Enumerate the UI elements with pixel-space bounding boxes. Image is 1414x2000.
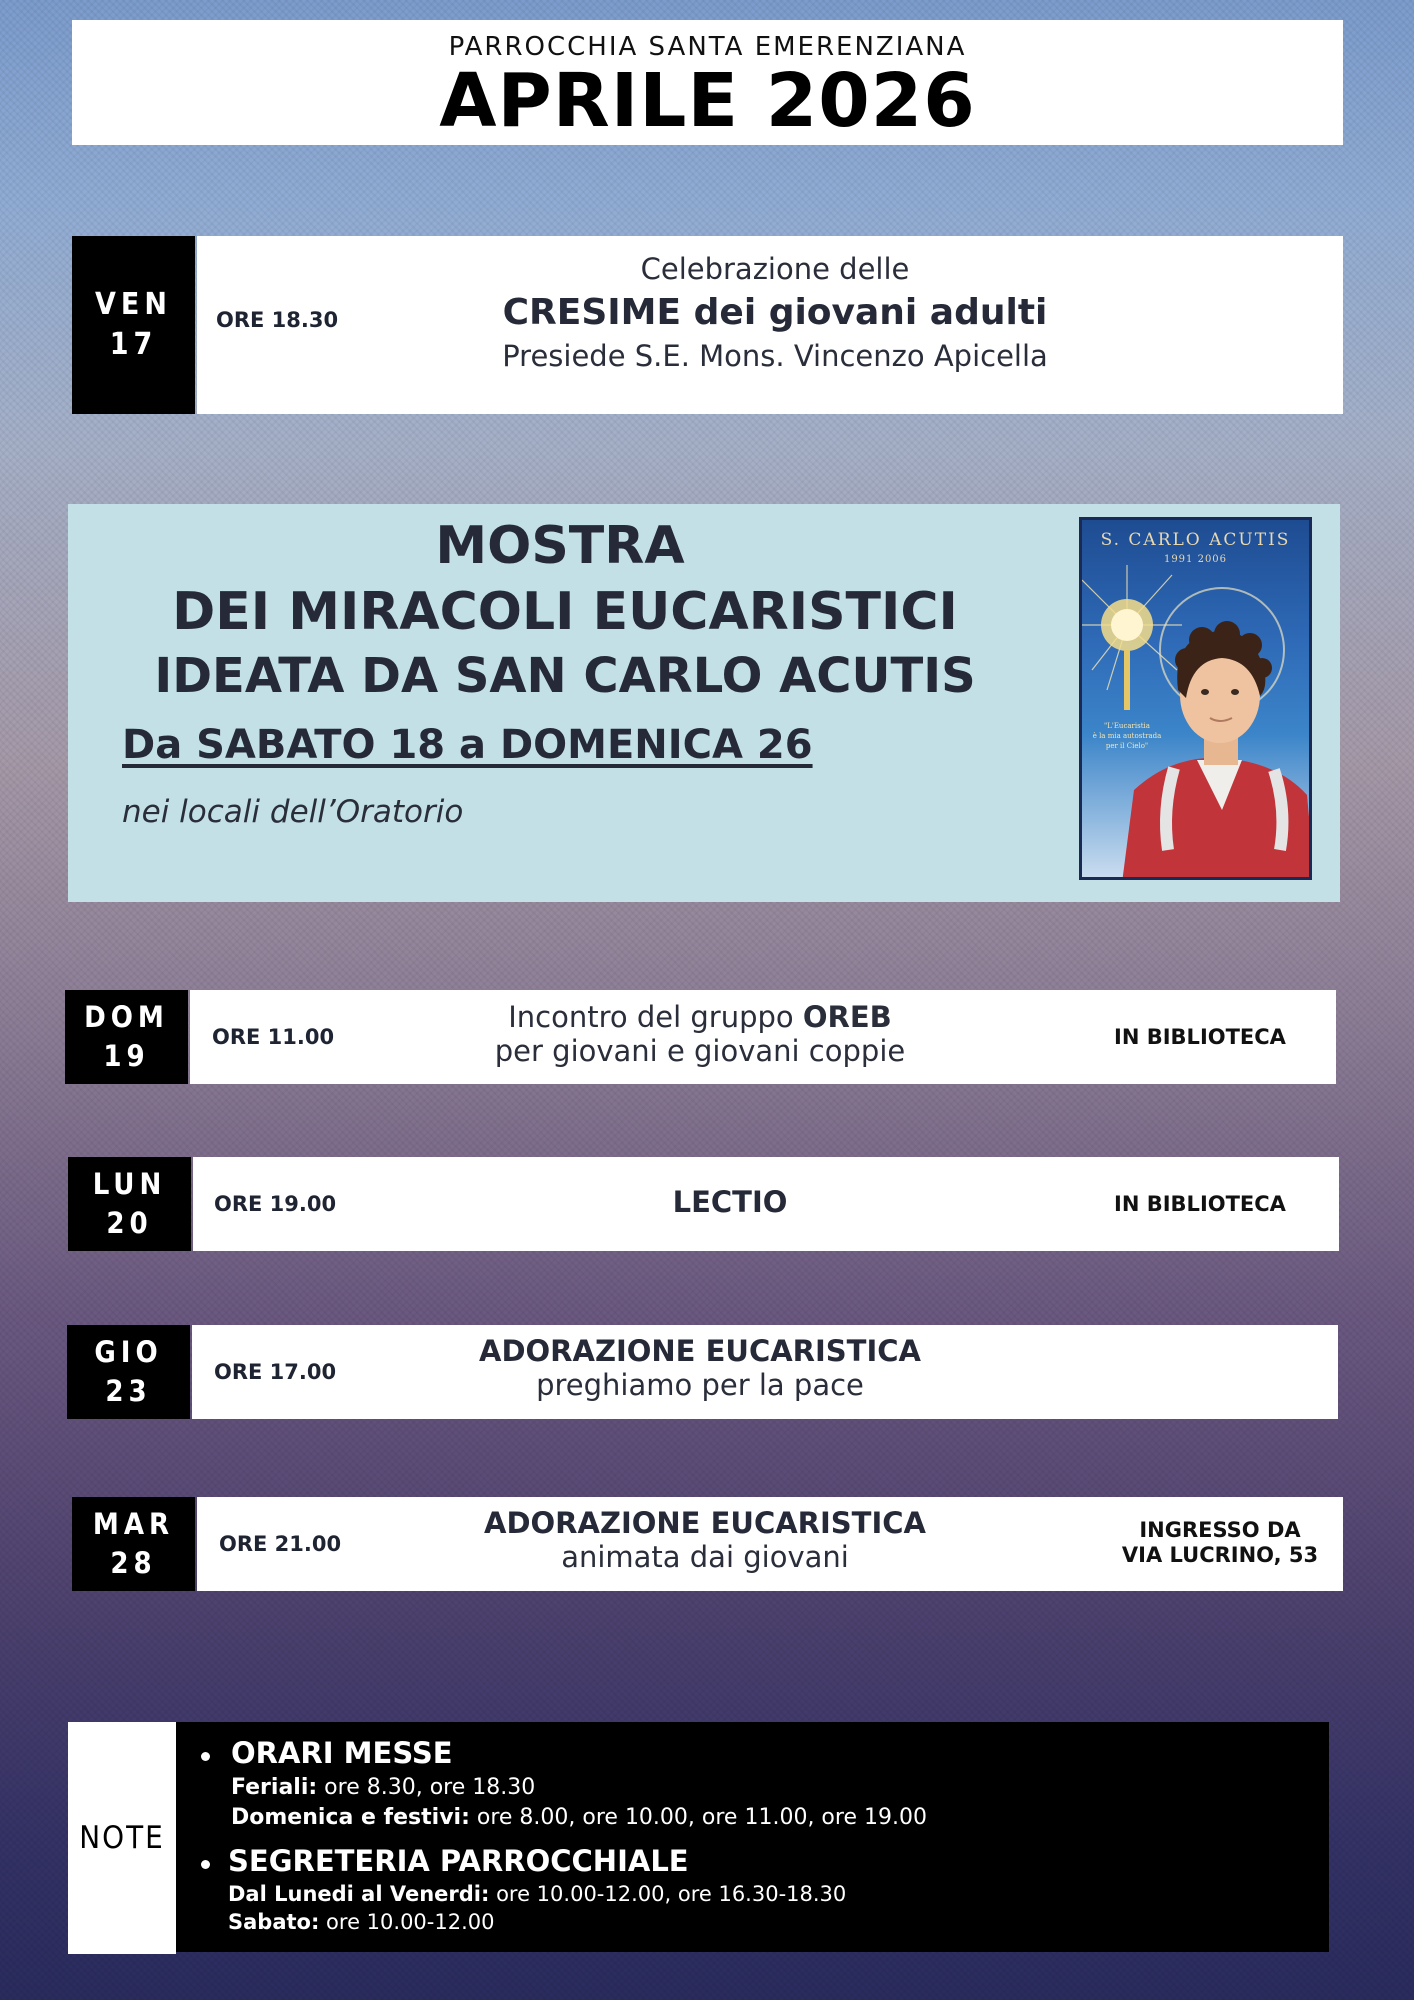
weekday-masses [231,1775,535,1800]
weekday: MAR [92,1506,175,1541]
event-title: LECTIO [672,1185,788,1219]
poster-title: S. CARLO ACUTIS [1100,530,1291,550]
event-location: IN BIBLIOTECA [1114,1025,1286,1049]
event-subtitle: animata dai giovani [561,1540,849,1574]
event-location: IN BIBLIOTECA [1114,1192,1286,1216]
event-time: ORE 19.00 [214,1192,337,1216]
weekday: LUN [92,1166,167,1201]
day: 23 [105,1374,152,1408]
event-line1: Incontro del gruppo [508,1000,803,1034]
office-heading: SEGRETERIA PARROCCHIALE [228,1844,689,1878]
location-line2: VIA LUCRINO, 53 [1121,1543,1319,1568]
event-line3: Presiede S.E. Mons. Vincenzo Apicella [502,339,1048,373]
weekday: DOM [84,999,169,1034]
exhibition-title-2: DEI MIRACOLI EUCARISTICI [172,582,958,642]
weekday: GIO [94,1334,163,1369]
event-line2: per giovani e giovani coppie [494,1034,906,1068]
bullet-icon [201,1752,210,1761]
location-line1: INGRESSO DA [1139,1518,1301,1542]
notes-label: NOTE [68,1722,176,1954]
date-box-19 [65,990,188,1084]
event-line1: Celebrazione delle [640,252,910,286]
group-name: OREB [802,1000,892,1034]
parish-name: PARROCCHIA SANTA EMERENZIANA [448,32,967,62]
notes-panel [176,1722,1329,1952]
header [72,20,1343,145]
exhibition-place: nei locali dell’Oratorio [122,794,464,830]
weekday: VEN [95,286,172,322]
exhibition-title-1: MOSTRA [435,516,685,576]
carlo-acutis-poster-image [1079,517,1312,880]
event-time: ORE 21.00 [219,1532,342,1556]
event-title: ADORAZIONE EUCARISTICA [484,1506,926,1540]
event-description [460,252,1090,373]
event-subtitle: preghiamo per la pace [536,1368,864,1402]
event-location [1110,1518,1330,1568]
weekday-masses-label: Feriali: [231,1775,318,1800]
date-box-23 [67,1325,190,1419]
event-description [450,1000,950,1068]
exhibition-dates: Da SABATO 18 a DOMENICA 26 [122,722,813,768]
event-time: ORE 17.00 [214,1360,337,1384]
holiday-masses-label: Domenica e festivi: [231,1805,470,1830]
date-box-17 [72,236,195,414]
exhibition-title-3: IDEATA DA SAN CARLO ACUTIS [154,648,976,704]
holiday-masses-times: ore 8.00, ore 10.00, ore 11.00, ore 19.00 [469,1805,927,1830]
day: 17 [109,327,158,362]
event-description [425,1506,985,1574]
office-weekdays-label: Dal Lunedi al Venerdi: [228,1882,490,1906]
office-weekdays [228,1882,846,1906]
office-saturday [228,1910,494,1934]
day: 28 [110,1546,157,1580]
date-box-20 [68,1157,191,1251]
svg-text:per il Cielo": per il Cielo" [1105,742,1149,750]
office-saturday-times: ore 10.00-12.00 [319,1910,495,1934]
event-title: ADORAZIONE EUCARISTICA [479,1334,921,1368]
date-box-28 [72,1497,195,1591]
day: 20 [106,1206,153,1240]
event-description [420,1334,980,1402]
office-weekdays-times: ore 10.00-12.00, ore 16.30-18.30 [489,1882,847,1906]
poster-years: 1991 2006 [1163,554,1228,565]
event-title: CRESIME dei giovani adulti [502,292,1048,333]
event-time: ORE 18.30 [216,308,339,332]
event-time: ORE 11.00 [212,1025,335,1049]
office-saturday-label: Sabato: [228,1910,320,1934]
bullet-icon [201,1860,210,1869]
page-title: APRILE 2026 [439,58,976,144]
masses-heading: ORARI MESSE [231,1736,453,1770]
svg-text:"L'Eucaristia: "L'Eucaristia [1104,722,1150,730]
poster-illustration [1082,520,1312,880]
day: 19 [103,1039,150,1073]
svg-text:è la mia autostrada: è la mia autostrada [1092,732,1162,740]
weekday-masses-times: ore 8.30, ore 18.30 [317,1775,536,1800]
holiday-masses [231,1805,927,1830]
